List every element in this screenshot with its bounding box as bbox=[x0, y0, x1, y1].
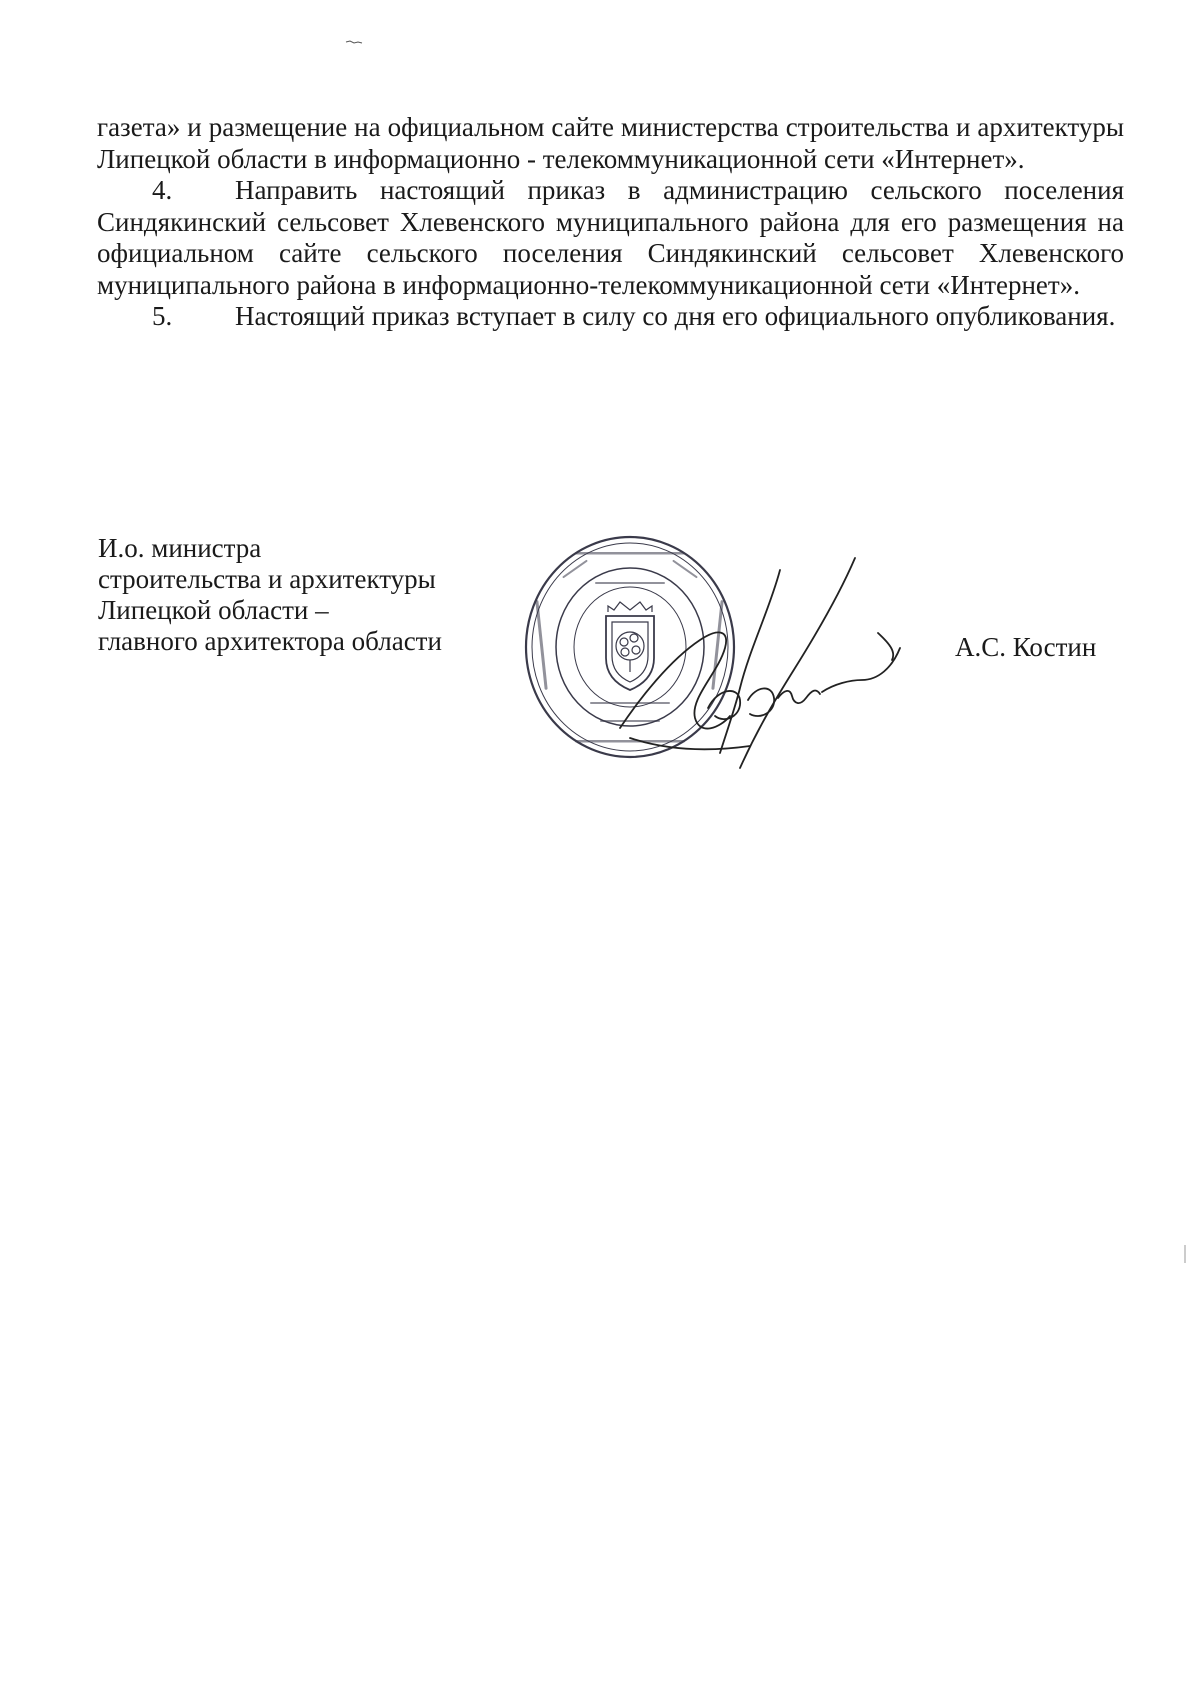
document-body bbox=[97, 112, 1124, 333]
paragraph-continuation bbox=[97, 112, 1124, 175]
handwritten-signature bbox=[600, 548, 930, 778]
paragraph-text: газета» и размещение на официальном сайте министерства строительства и архитектуры Липецкой области в информационно - телекоммуникационной сети «Интернет». bbox=[97, 112, 1124, 174]
position-line: строительства и архитектуры bbox=[98, 564, 436, 594]
paragraph-text: Настоящий приказ вступает в силу со дня его официального опубликования. bbox=[235, 301, 1116, 331]
position-line: Липецкой области – bbox=[98, 595, 329, 625]
paragraph-item-5 bbox=[97, 301, 1124, 333]
paragraph-number: 4. bbox=[152, 175, 173, 205]
paragraph-item-4 bbox=[97, 175, 1124, 301]
paragraph-number: 5. bbox=[152, 301, 173, 331]
scan-edge-mark bbox=[1183, 1245, 1187, 1263]
paragraph-text: Направить настоящий приказ в администрацию сельского поселения Синдякинский сельсовет Хлевенского муниципального района для его размещения на официальном сайте сельского поселения Синдякинский сельсовет Хлевенского муниципального района в информационно-телекоммуникационной сети «Интернет». bbox=[97, 175, 1124, 300]
position-line: главного архитектора области bbox=[98, 626, 442, 656]
signer-name: А.С. Костин bbox=[955, 632, 1097, 662]
signatory-position bbox=[98, 533, 458, 657]
scan-speck bbox=[345, 38, 363, 46]
position-line: И.о. министра bbox=[98, 533, 262, 563]
